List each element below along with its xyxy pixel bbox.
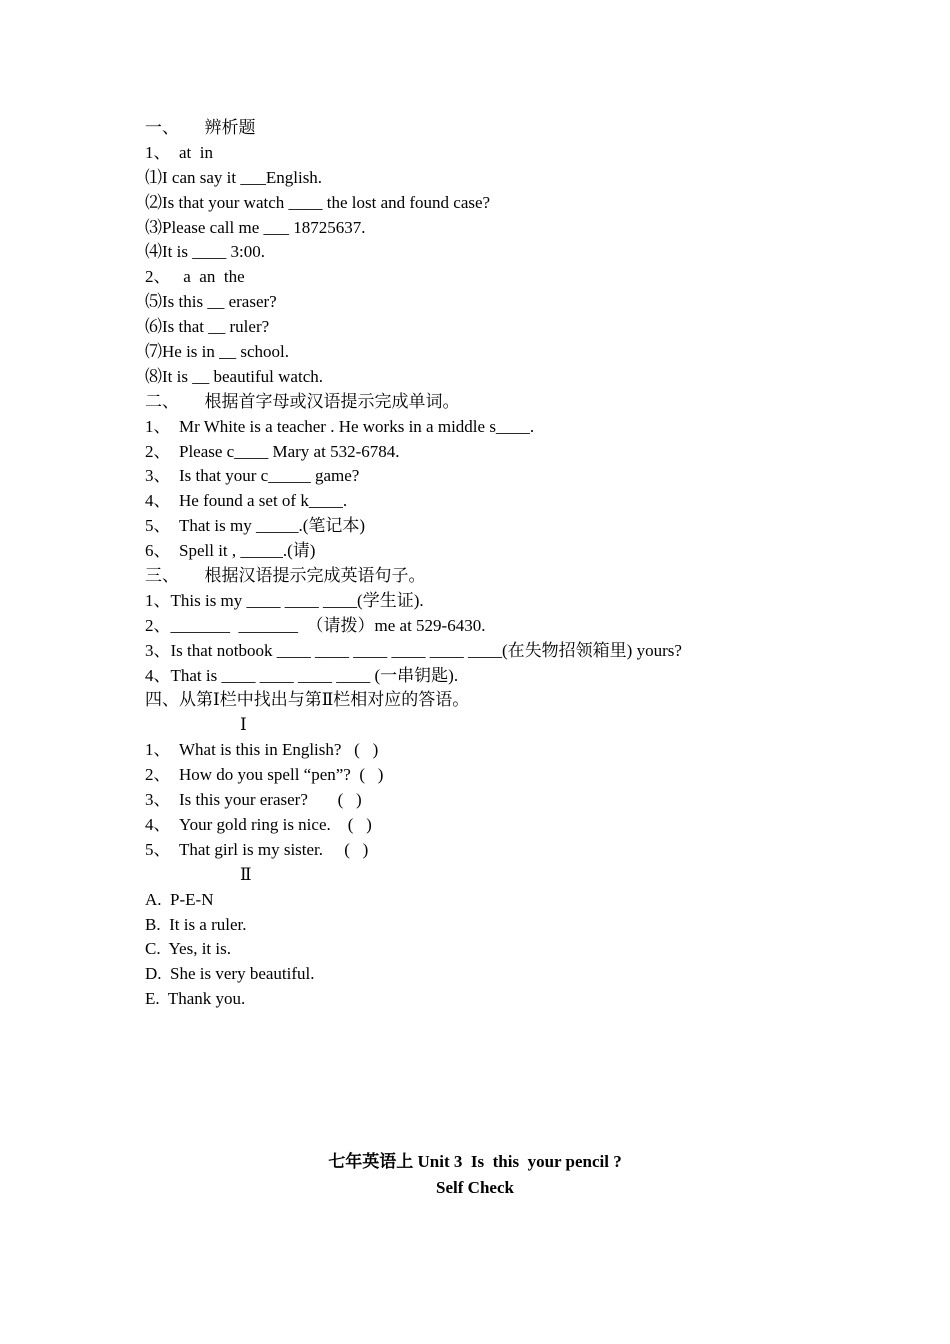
- question-item: 1、 Mr White is a teacher . He works in a middle s____.: [145, 416, 535, 436]
- section-1-heading: 一、 辨析题: [145, 118, 256, 137]
- question-item: ⑵Is that your watch ____ the lost and found case?: [145, 192, 491, 212]
- column-1-label: Ⅰ: [240, 715, 247, 735]
- question-item: ⑴I can say it ___English.: [145, 167, 323, 187]
- group-1-header: 1、 at in: [145, 142, 213, 162]
- question-item: 6、 Spell it , _____.(请): [145, 541, 316, 561]
- question-item: 2、 How do you spell “pen”? ( ): [145, 765, 384, 785]
- unit-title: 七年英语上 Unit 3 Is this your pencil ?: [328, 1152, 622, 1171]
- question-item: 4、 Your gold ring is nice. ( ): [145, 814, 372, 834]
- worksheet: [145, 116, 845, 1012]
- answer-option: B. It is a ruler.: [145, 914, 247, 934]
- unit-footer: [0, 1149, 950, 1201]
- section-3-heading: 三、 根据汉语提示完成英语句子。: [145, 566, 426, 586]
- answer-option: D. She is very beautiful.: [145, 964, 315, 984]
- question-item: 4、 He found a set of k____.: [145, 491, 348, 511]
- question-item: ⑷It is ____ 3:00.: [145, 242, 265, 262]
- group-2-header: 2、 a an the: [145, 267, 245, 287]
- unit-subtitle: Self Check: [436, 1178, 514, 1197]
- question-item: 2、 Please c____ Mary at 532-6784.: [145, 441, 400, 461]
- question-item: ⑶Please call me ___ 18725637.: [145, 217, 366, 237]
- answer-option: C. Yes, it is.: [145, 939, 231, 959]
- section-4-heading: 四、从第Ⅰ栏中找出与第Ⅱ栏相对应的答语。: [145, 690, 470, 710]
- section-2-heading: 二、 根据首字母或汉语提示完成单词。: [145, 391, 460, 411]
- column-2-label: Ⅱ: [240, 864, 252, 884]
- answer-option: E. Thank you.: [145, 989, 246, 1009]
- question-item: ⑸Is this __ eraser?: [145, 292, 277, 312]
- answer-option: A. P-E-N: [145, 889, 214, 909]
- question-item: 3、 Is that your c_____ game?: [145, 466, 360, 486]
- question-item: ⑻It is __ beautiful watch.: [145, 366, 323, 386]
- question-item: 3、Is that notbook ____ ____ ____ ____ ____ ____(在失物招领箱里) yours?: [145, 640, 682, 660]
- question-item: 5、 That girl is my sister. ( ): [145, 839, 369, 859]
- question-item: 2、_______ _______ （请拨）me at 529-6430.: [145, 615, 486, 635]
- question-item: 5、 That is my _____.(笔记本): [145, 516, 366, 536]
- question-item: 3、 Is this your eraser? ( ): [145, 790, 362, 810]
- question-item: ⑹Is that __ ruler?: [145, 317, 270, 337]
- question-item: ⑺He is in __ school.: [145, 342, 290, 362]
- question-item: 1、This is my ____ ____ ____(学生证).: [145, 590, 424, 610]
- question-item: 1、 What is this in English? ( ): [145, 740, 379, 760]
- question-item: 4、That is ____ ____ ____ ____ (一串钥匙).: [145, 665, 459, 685]
